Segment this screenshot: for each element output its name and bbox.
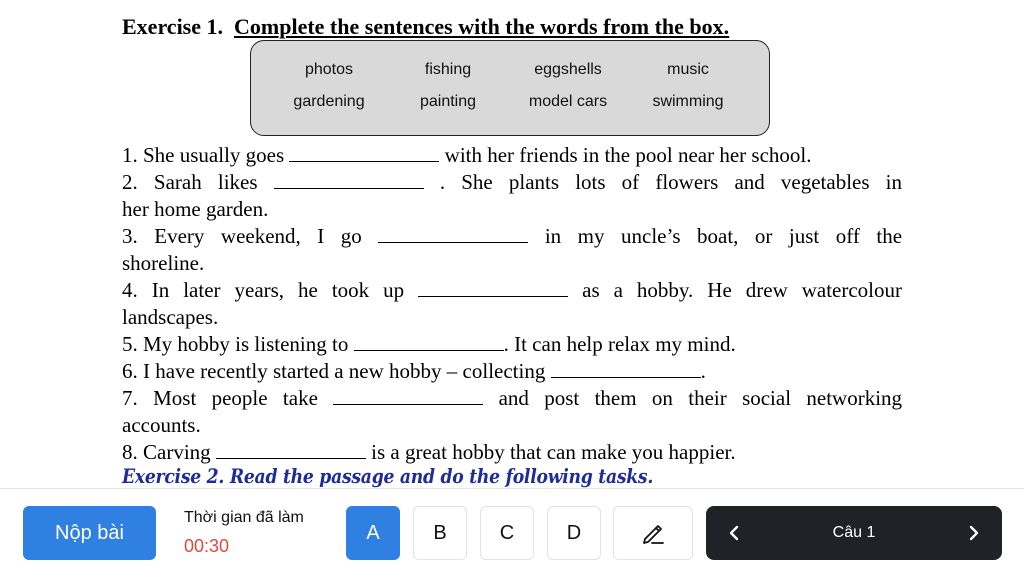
timer-label: Thời gian đã làm: [184, 509, 304, 526]
question-number: 7.: [122, 386, 138, 410]
question-number: 2.: [122, 170, 138, 194]
question-2: [122, 169, 902, 196]
option-c-button[interactable]: C: [480, 506, 534, 560]
word-gardening: gardening: [293, 93, 365, 110]
question-text-after: in my uncle’s boat, or just off the: [544, 224, 903, 248]
previous-question-button[interactable]: [708, 506, 762, 560]
question-text-before: She usually goes: [143, 143, 285, 167]
word-fishing: fishing: [424, 61, 472, 78]
question-1: [122, 142, 902, 169]
answer-blank[interactable]: [216, 442, 366, 459]
word-photos: photos: [304, 61, 354, 78]
question-text-before: Sarah likes: [153, 170, 258, 194]
question-text-after: .: [700, 359, 706, 383]
answer-blank[interactable]: [333, 388, 483, 405]
word-model-cars: model cars: [528, 93, 608, 110]
question-number: 5.: [122, 332, 138, 356]
question-label: Câu 1: [832, 524, 876, 541]
chevron-left-icon: [727, 525, 743, 541]
word-painting: painting: [419, 93, 477, 110]
question-text-before: I have recently started a new hobby – collecting: [143, 359, 546, 383]
question-4-continuation: landscapes.: [122, 305, 219, 329]
bottom-toolbar: [0, 488, 1024, 577]
timer-value: 00:30: [184, 536, 230, 556]
answer-blank[interactable]: [378, 226, 528, 243]
question-text-after: is a great hobby that can make you happier.: [371, 440, 736, 464]
option-d-button[interactable]: D: [547, 506, 601, 560]
question-text-after: . It can help relax my mind.: [503, 332, 736, 356]
question-5: [122, 331, 902, 358]
exercise1-title-text: Complete the sentences with the words from the box.: [234, 14, 730, 39]
question-2-continuation: her home garden.: [122, 197, 269, 221]
submit-button[interactable]: Nộp bài: [23, 506, 156, 560]
answer-blank[interactable]: [354, 334, 504, 351]
question-7: [122, 385, 902, 412]
exercise2-title: Exercise 2. Read the passage and do the following tasks.: [122, 464, 654, 488]
question-number: 1.: [122, 143, 138, 167]
question-6: [122, 358, 902, 385]
next-question-button[interactable]: [946, 506, 1000, 560]
option-a-button[interactable]: A: [346, 506, 400, 560]
question-3-continuation: shoreline.: [122, 251, 205, 275]
question-7-continuation: accounts.: [122, 413, 201, 437]
question-navigator: [706, 506, 1002, 560]
word-swimming: swimming: [652, 93, 724, 110]
answer-blank[interactable]: [274, 172, 424, 189]
question-text-after: as a hobby. He drew watercolour: [582, 278, 903, 302]
word-box: [250, 40, 770, 136]
answer-blank[interactable]: [289, 145, 439, 162]
question-number: 6.: [122, 359, 138, 383]
word-eggshells: eggshells: [534, 61, 602, 78]
question-text-before: Every weekend, I go: [154, 224, 362, 248]
question-number: 8.: [122, 440, 138, 464]
exercise1-title-prefix: Exercise 1.: [122, 14, 224, 39]
pen-tool-button[interactable]: [613, 506, 693, 560]
option-b-button[interactable]: B: [413, 506, 467, 560]
chevron-right-icon: [965, 525, 981, 541]
answer-blank[interactable]: [551, 361, 701, 378]
question-text-before: Carving: [143, 440, 211, 464]
question-number: 4.: [122, 278, 138, 302]
question-8: [122, 439, 902, 466]
question-text-before: My hobby is listening to: [143, 332, 349, 356]
pencil-icon: [640, 520, 666, 546]
question-4: [122, 277, 902, 304]
question-text-after: . She plants lots of flowers and vegetables in: [439, 170, 903, 194]
question-text-before: In later years, he took up: [151, 278, 405, 302]
question-number: 3.: [122, 224, 138, 248]
question-text-after: with her friends in the pool near her school.: [444, 143, 812, 167]
word-music: music: [667, 61, 709, 78]
question-text-before: Most people take: [153, 386, 318, 410]
question-text-after: and post them on their social networking: [498, 386, 903, 410]
exercise1-title: [122, 14, 729, 40]
answer-blank[interactable]: [418, 280, 568, 297]
question-3: [122, 223, 902, 250]
